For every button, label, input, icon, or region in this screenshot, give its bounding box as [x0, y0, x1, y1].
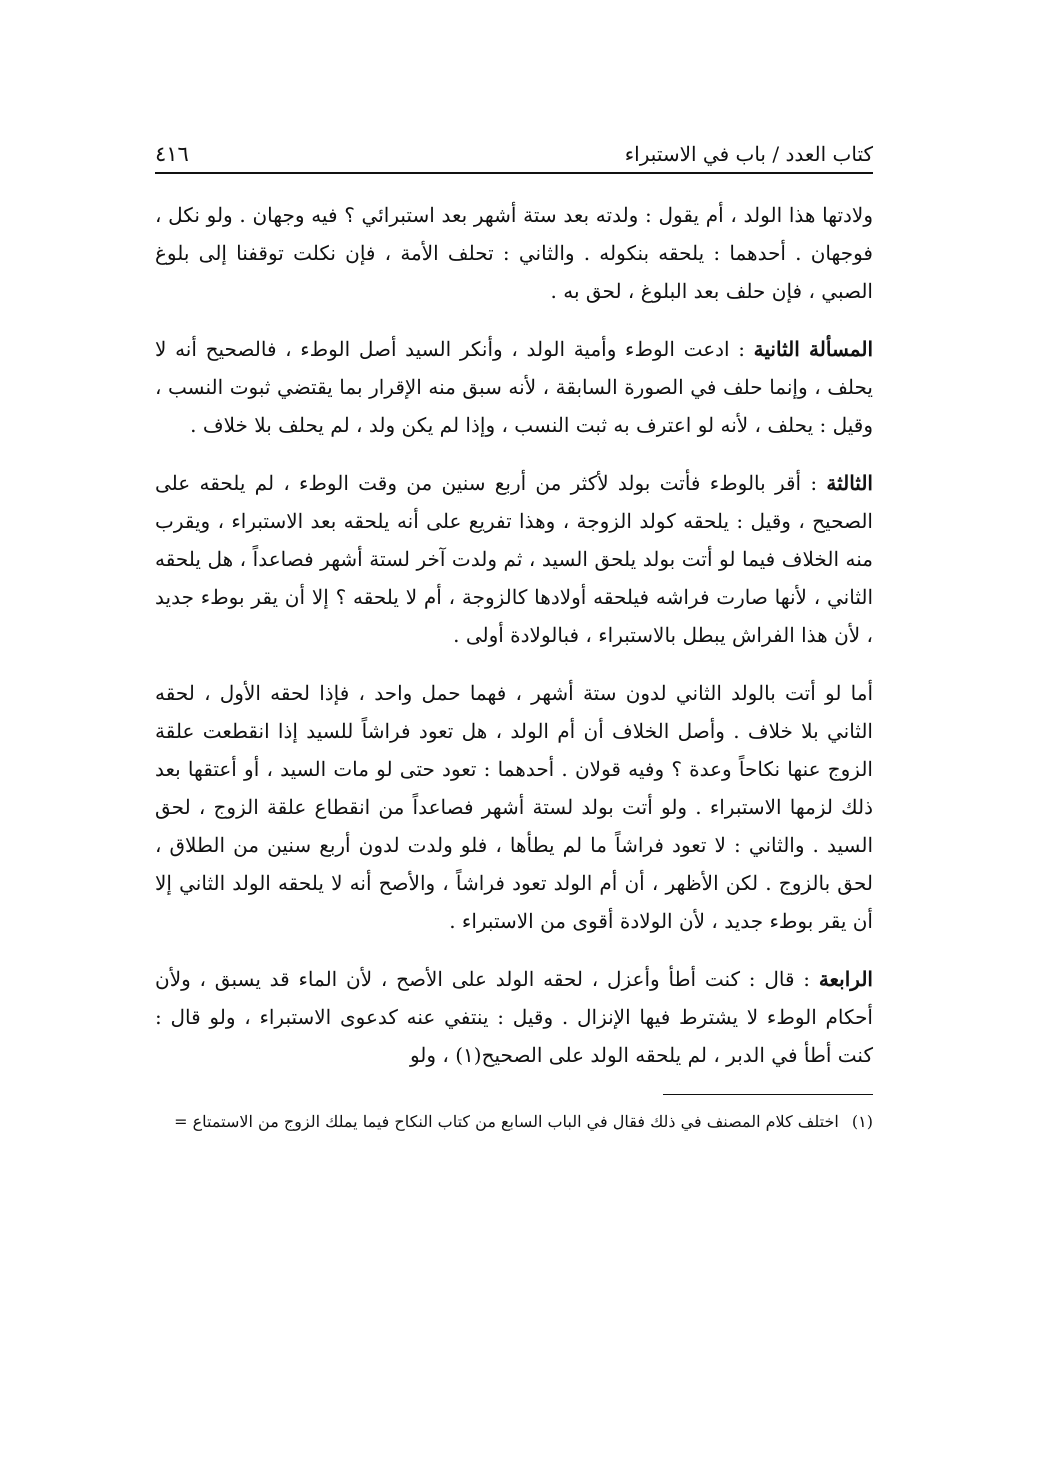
chapter-title: كتاب العدد / باب في الاستبراء — [624, 142, 873, 166]
issue-heading: المسألة الثانية — [753, 337, 874, 361]
footnote-marker: (١) — [851, 1112, 873, 1131]
footnote-divider — [663, 1094, 873, 1095]
footnote-text: اختلف كلام المصنف في ذلك فقال في الباب السابع من كتاب النكاح فيما يملك الزوج من الاستمتاع = — [174, 1112, 839, 1131]
paragraph-text: : ادعت الوطء وأمية الولد ، وأنكر السيد أصل الوطء ، فالصحيح أنه لا يحلف ، وإنما حلف في الصورة السابقة ، لأنه سبق منه الإقرار بما يقتضي ثبوت النسب ، وقيل : يحلف ، لأنه لو اعترف به ثبت النسب ، وإذا لم يكن ولد ، لم يحلف بلا خلاف . — [155, 337, 873, 437]
paragraph-text: أما لو أتت بالولد الثاني لدون ستة أشهر ، فهما حمل واحد ، فإذا لحقه الأول ، لحقه الثاني بلا خلاف . وأصل الخلاف أن أم الولد ، هل تعود فراشاً للسيد إذا انقطعت علقة الزوج عنها نكاحاً وعدة ؟ وفيه قولان . أحدهما : تعود حتى لو مات السيد ، أو أعتقها بعد ذلك لزمها الاستبراء . ولو أتت بولد لستة أشهر فصاعداً من انقطاع علقة الزوج ، لحق السيد . والثاني : لا تعود فراشاً ما لم يطأها ، فلو ولدت لدون أربع سنين من الطلاق ، لحق بالزوج . لكن الأظهر ، أن أم الولد تعود فراشاً ، والأصح أنه لا يلحقه الولد الثاني إلا أن يقر بوطء جديد ، لأن الولادة أقوى من الاستبراء . — [155, 681, 873, 933]
paragraph-2 — [155, 330, 873, 444]
issue-heading: الرابعة — [818, 967, 873, 991]
issue-heading: الثالثة — [826, 471, 873, 495]
paragraph-text: ولادتها هذا الولد ، أم يقول : ولدته بعد ستة أشهر بعد استبرائي ؟ فيه وجهان . ولو نكل ، فوجهان . أحدهما : يلحقه بنكوله . والثاني : تحلف الأمة ، فإن نكلت توقفنا إلى بلوغ الصبي ، فإن حلف بعد البلوغ ، لحق به . — [155, 203, 873, 303]
paragraph-5 — [155, 960, 873, 1074]
page-number: ٤١٦ — [155, 142, 189, 166]
paragraph-1 — [155, 196, 873, 310]
paragraph-4 — [155, 674, 873, 940]
footnote — [155, 1109, 873, 1135]
book-page — [155, 118, 873, 1418]
running-header — [155, 118, 873, 174]
paragraph-3 — [155, 464, 873, 654]
paragraph-text: : قال : كنت أطأ وأعزل ، لحقه الولد على الأصح ، لأن الماء قد يسبق ، ولأن أحكام الوطء لا يشترط فيها الإنزال . وقيل : ينتفي عنه كدعوى الاستبراء ، ولو قال : كنت أطأ في الدبر ، لم يلحقه الولد على الصحيح(١) ، ولو — [155, 967, 873, 1067]
paragraph-text: : أقر بالوطء فأتت بولد لأكثر من أربع سنين من وقت الوطء ، لم يلحقه على الصحيح ، وقيل : يلحقه كولد الزوجة ، وهذا تفريع على أنه يلحقه بعد الاستبراء ، ويقرب منه الخلاف فيما لو أتت بولد يلحق السيد ، ثم ولدت آخر لستة أشهر فصاعداً ، هل يلحقه الثاني ، لأنها صارت فراشه فيلحقه أولادها كالزوجة ، أم لا يلحقه ؟ إلا أن يقر بوطء جديد ، لأن هذا الفراش يبطل بالاستبراء ، فبالولادة أولى . — [155, 471, 873, 647]
main-text — [155, 196, 873, 1074]
